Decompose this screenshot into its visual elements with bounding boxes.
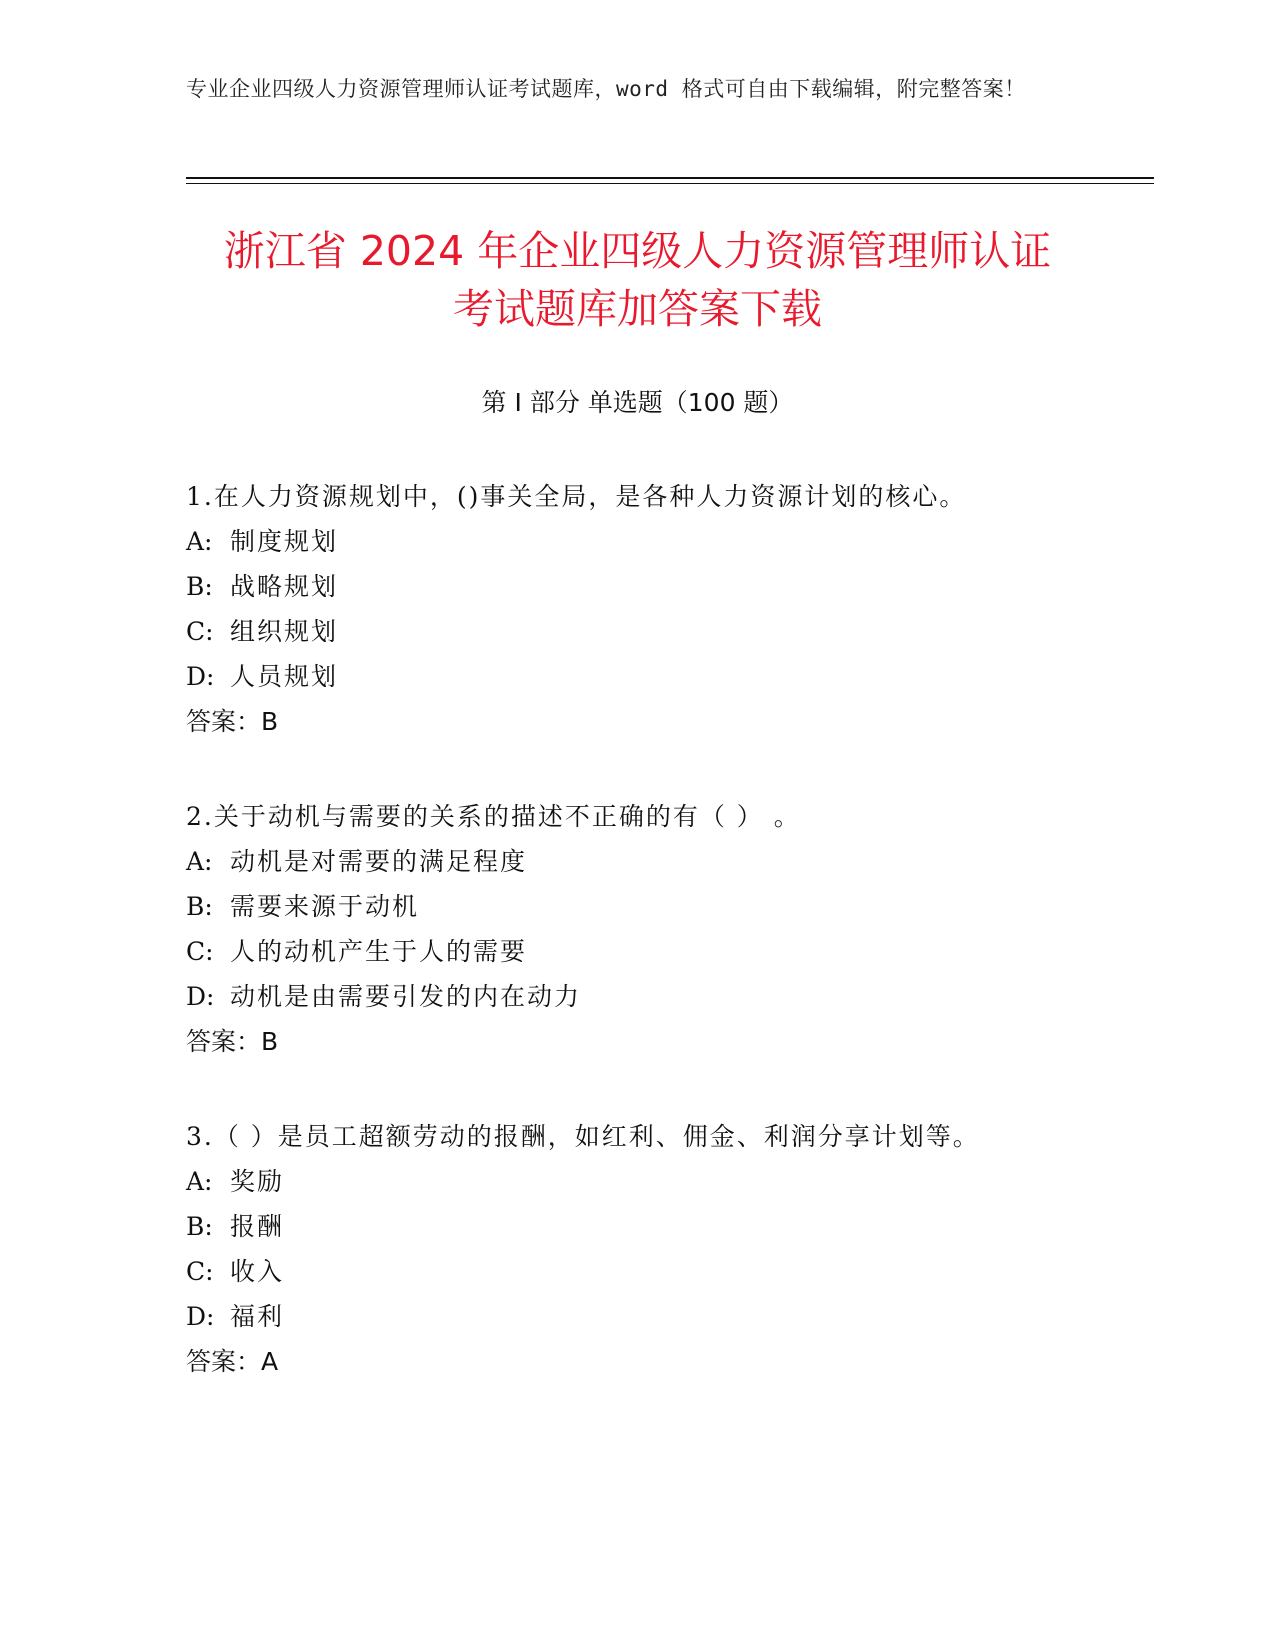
option-d (186, 974, 1146, 1019)
option-key: A: (186, 1167, 213, 1196)
option-text: 动机是对需要的满足程度 (230, 847, 528, 876)
option-key: C: (186, 937, 214, 966)
option-text: 人员规划 (230, 662, 339, 691)
option-b (186, 884, 1146, 929)
option-key: B: (186, 572, 213, 601)
option-text: 报酬 (230, 1212, 285, 1241)
document-title (150, 222, 1125, 338)
option-text: 人的动机产生于人的需要 (230, 937, 528, 966)
question-3 (186, 1114, 1146, 1384)
option-text: 奖励 (230, 1167, 285, 1196)
document-title-line-2: 考试题库加答案下载 (453, 285, 822, 333)
option-text: 动机是由需要引发的内在动力 (230, 982, 582, 1011)
answer-line: 答案：B (186, 1027, 279, 1056)
option-c (186, 1249, 1146, 1294)
option-b (186, 1204, 1146, 1249)
option-text: 福利 (230, 1302, 285, 1331)
question-stem: 2.关于动机与需要的关系的描述不正确的有（ ） 。 (186, 802, 801, 831)
document-title-line-1: 浙江省 2024 年企业四级人力资源管理师认证 (223, 227, 1052, 275)
question-2 (186, 794, 1146, 1064)
question-list (186, 474, 1146, 1434)
option-key: A: (186, 527, 213, 556)
option-text: 需要来源于动机 (230, 892, 420, 921)
option-c (186, 609, 1146, 654)
option-key: D: (186, 1302, 215, 1331)
header-rule-thin (186, 183, 1154, 184)
option-key: C: (186, 1257, 214, 1286)
option-key: D: (186, 982, 215, 1011)
option-b (186, 564, 1146, 609)
section-title: 第 I 部分 单选题（100 题） (481, 388, 794, 417)
option-text: 制度规划 (230, 527, 339, 556)
option-text: 收入 (230, 1257, 285, 1286)
question-1 (186, 474, 1146, 744)
option-a (186, 839, 1146, 884)
option-text: 战略规划 (230, 572, 339, 601)
header-note: 专业企业四级人力资源管理师认证考试题库，word 格式可自由下载编辑，附完整答案！ (186, 77, 1026, 101)
option-key: D: (186, 662, 215, 691)
option-c (186, 929, 1146, 974)
option-d (186, 1294, 1146, 1339)
option-key: B: (186, 892, 213, 921)
option-text: 组织规划 (230, 617, 339, 646)
option-d (186, 654, 1146, 699)
option-a (186, 1159, 1146, 1204)
option-key: B: (186, 1212, 213, 1241)
question-stem: 3.（ ）是员工超额劳动的报酬，如红利、佣金、利润分享计划等。 (186, 1122, 980, 1151)
header-rule-thick (186, 177, 1154, 179)
option-key: C: (186, 617, 214, 646)
answer-line: 答案：B (186, 707, 279, 736)
answer-line: 答案：A (186, 1347, 279, 1376)
question-stem: 1.在人力资源规划中，()事关全局，是各种人力资源计划的核心。 (186, 482, 967, 511)
option-key: A: (186, 847, 213, 876)
option-a (186, 519, 1146, 564)
